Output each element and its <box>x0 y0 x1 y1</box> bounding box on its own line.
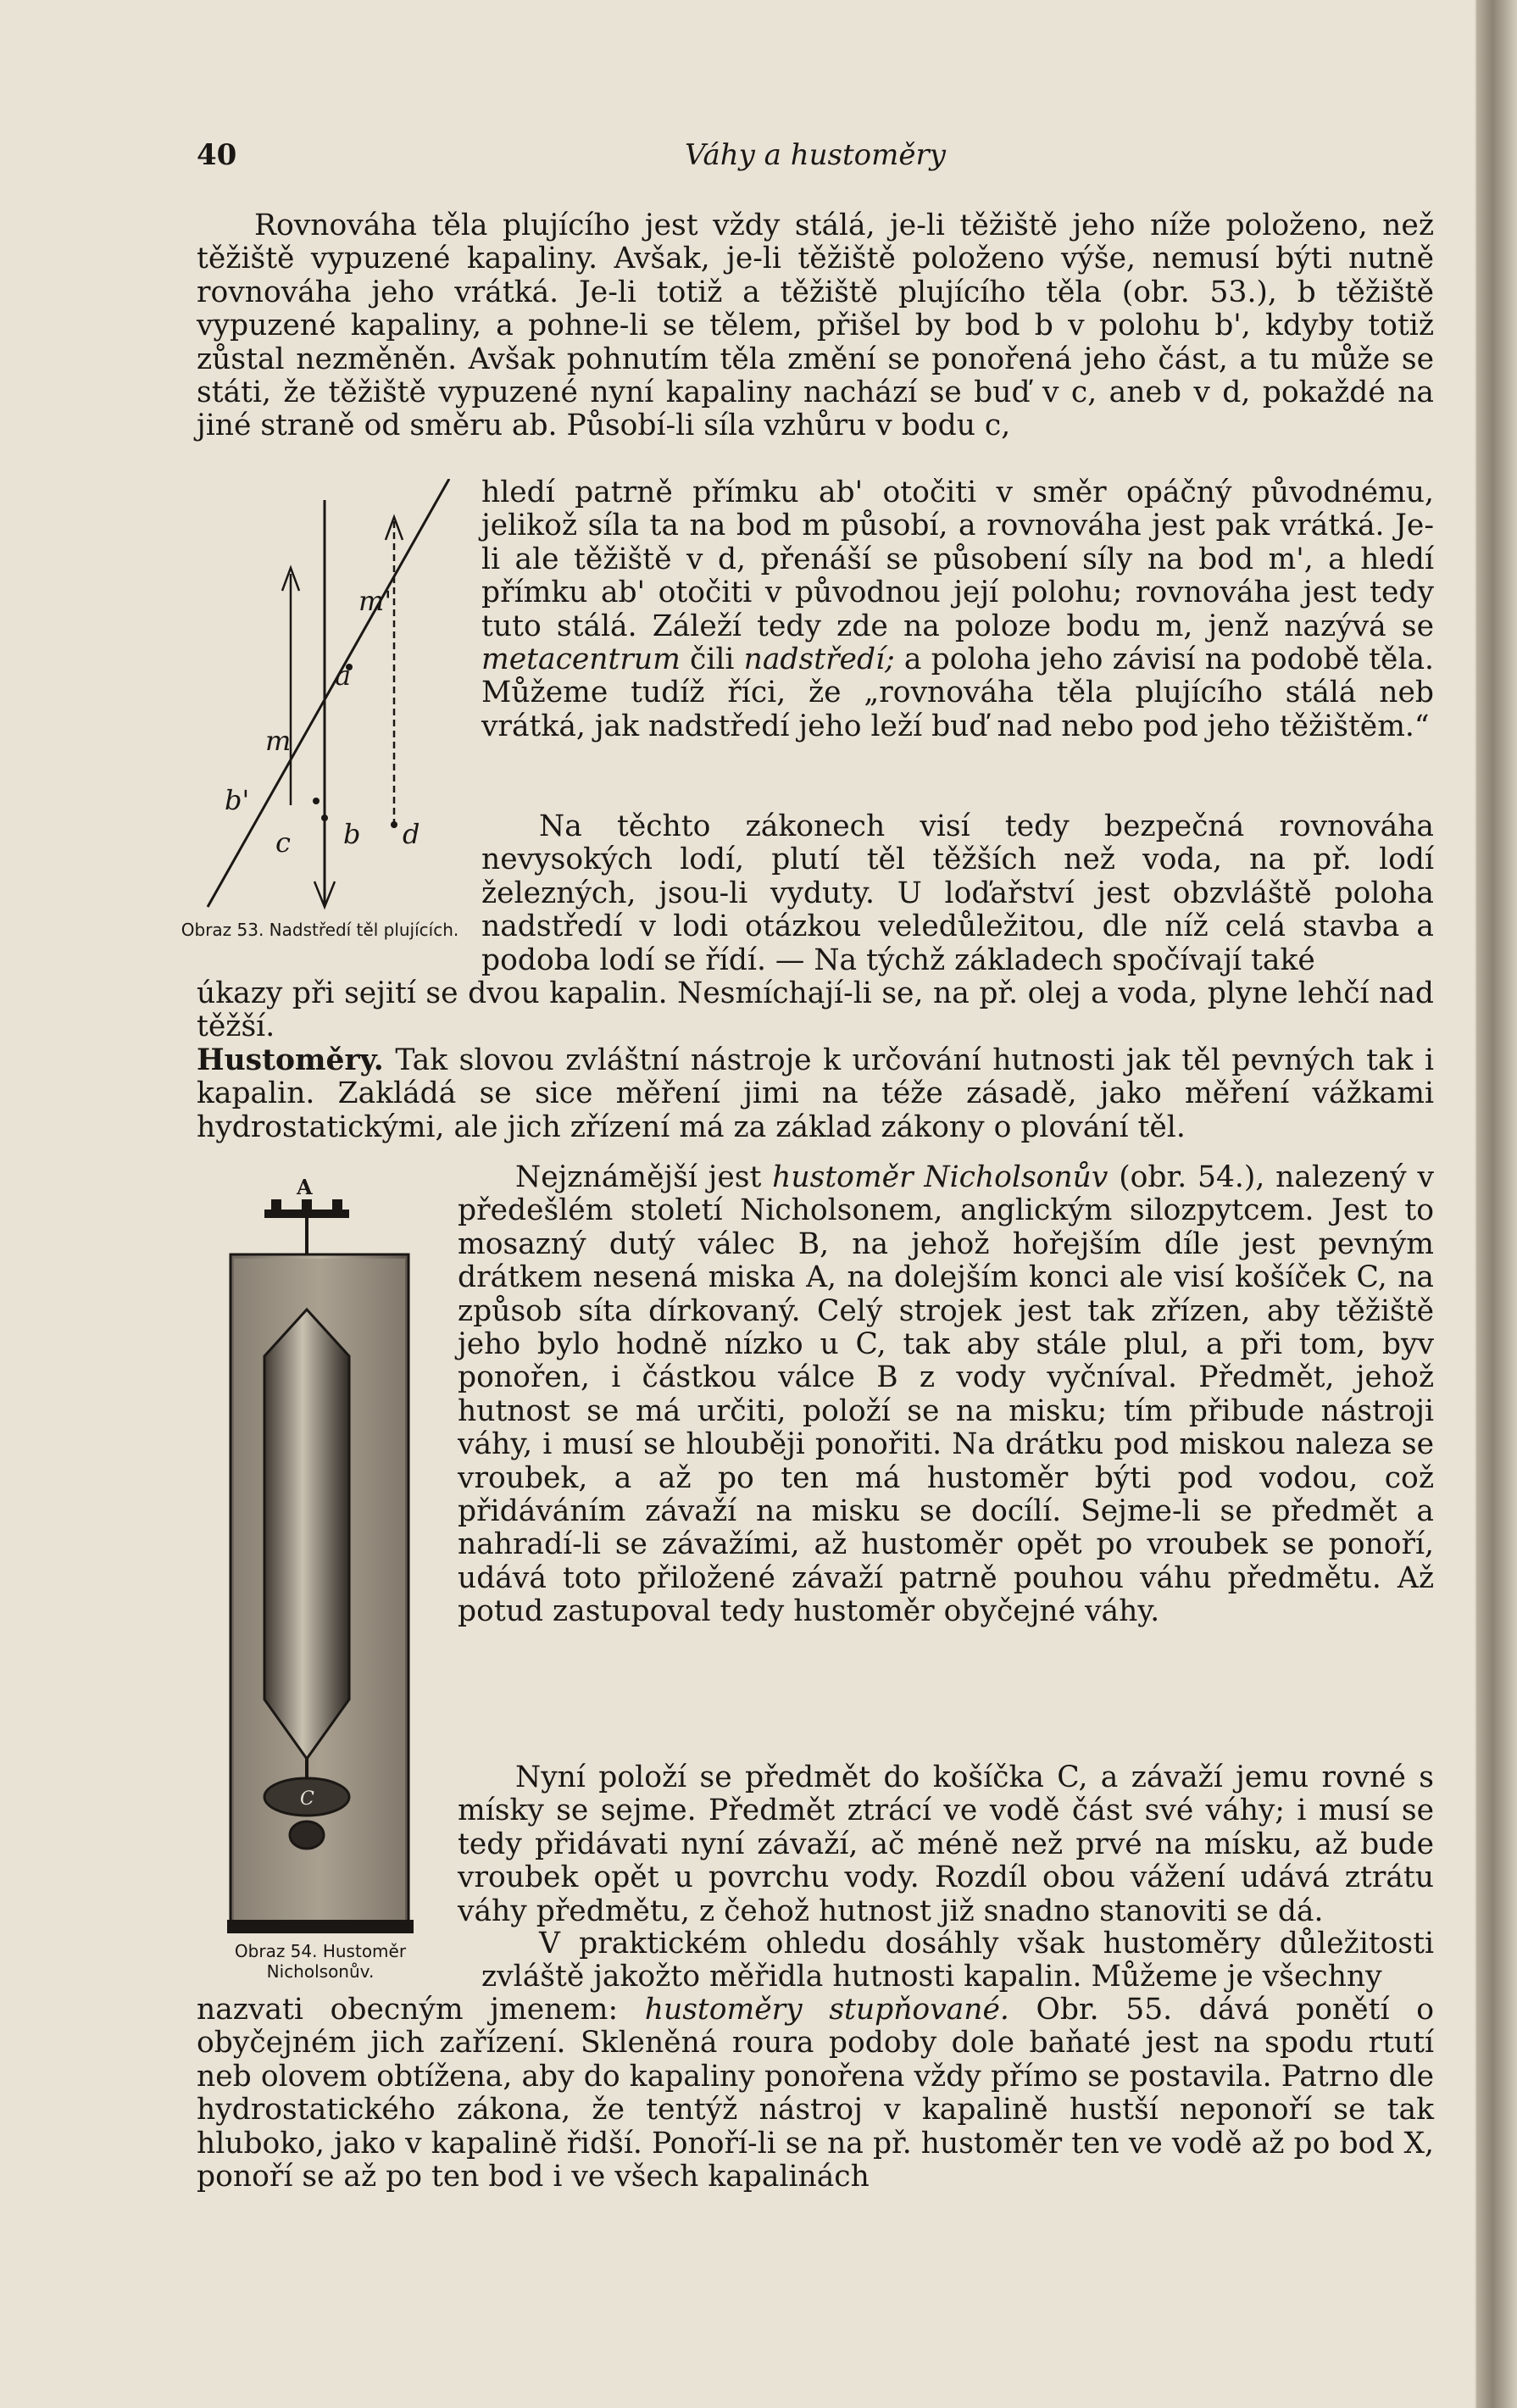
paragraph-graduated-hydrometers: nazvati obecným jmenem: hustoměry stupňované. Obr. 55. dává ponětí o obyčejném jich zařízení. Skleněná roura podoby dole baňaté jest na spodu rtutí neb olovem obtížena, aby do kapaliny ponořena vždy přímo se postavila. Patrno dle hydrostatického zákona, že tentýž nástroj v kapalině hustší neponoří se tak hluboko, jako v kapalině řidší. Ponoří-li se na př. hustoměr ten ve vodě až po bod X, ponoří se až po ten bod i ve všech kapalinách <box>197 1993 1434 2194</box>
label-a: a <box>335 659 352 692</box>
section-heading: Hustoměry. <box>197 1043 384 1077</box>
label-A: A <box>297 1175 313 1199</box>
figure-53-diagram <box>191 479 470 920</box>
label-C: C <box>300 1788 314 1810</box>
book-spine <box>1476 0 1517 2408</box>
figure-54-hydrometer <box>222 1174 438 1937</box>
label-m-prime: m' <box>358 585 392 617</box>
label-b-prime: b' <box>225 784 250 816</box>
paragraph-ships: Na těchto zákonech visí tedy bezpečná rovnováha nevysokých lodí, plutí těl těžších než voda, na př. lodí železných, jsou-li vyduty. U loďařství jest obzvláště poloha nadstředí v lodi otázkou veledůležitou, dle níž celá stavba a podoba lodí se řídí. — Na týchž základech spočívají také <box>481 809 1434 977</box>
paragraph-nicholson: Nejznámější jest hustoměr Nicholsonův (obr. 54.), nalezený v předešlém století Nicholsonem, anglickým silozpytcem. Jest to mosazný dutý válec B, na jehož hořejším díle jest pevným drátkem nesená miska A, na dolejším konci ale visí košíček C, na způsob síta dírkovaný. Celý strojek jest tak zřízen, aby těžiště jeho bylo hodně nízko u C, tak aby stále plul, a při tom, byv ponořen, i částkou válce B z vody vyčníval. Předmět, jehož hutnost se má určiti, položí se na misku; tím přibude nástroji váhy, i musí se hlouběji ponořiti. Na drátku pod miskou naleza se vroubek, a až po ten má hustoměr býti pod vodou, což přidáváním závaží na misku se docílí. Sejme-li se předmět a nahradí-li se závažími, až hustoměr opět po vroubek se ponoří, udává toto přiložené závaží patrně pouhou váhu předmětu. Až potud zastupoval tedy hustoměr obyčejné váhy. <box>458 1160 1434 1629</box>
running-title: Váhy a hustoměry <box>685 138 946 172</box>
paragraph-density-measurement: Nyní položí se předmět do košíčka C, a závaží jemu rovné s mísky se sejme. Předmět ztrácí ve vodě část své váhy; i musí se tedy přidávati nyní závaží, ač méně než prvé na mísku, až bude vroubek opět u povrchu vody. Rozdíl obou vážení udává ztrátu váhy předmětu, z čehož hutnost již snadno stanoviti se dá. <box>458 1760 1434 1928</box>
paragraph-hydrometers: Hustoměry. Tak slovou zvláštní nástroje k určování hutnosti jak těl pevných tak i kapalin. Zakládá se sice měření jimi na téže zásadě, jako měření vážkami hydrostatickými, ale jich zřízení má za základ zákony o plování těl. <box>197 1043 1434 1144</box>
label-c: c <box>275 826 291 859</box>
paragraph-graduated-wrap: V praktickém ohledu dosáhly však hustoměry důležitosti zvláště jakožto měřidla hutnosti kapalin. Můžeme je všechny <box>481 1927 1434 1994</box>
label-m: m <box>265 725 292 757</box>
figure-53-caption: Obraz 53. Nadstředí těl plujících. <box>181 920 459 940</box>
paragraph-stability: Rovnováha těla plujícího jest vždy stálá, je-li těžiště jeho níže položeno, než těžiště vypuzené kapaliny. Avšak, je-li těžiště položeno výše, nemusí býti nutně rovnováha jeho vrátká. Je-li totiž a těžiště plujícího těla (obr. 53.), b těžiště vypuzené kapaliny, a pohne-li se tělem, přišel by bod b v polohu b', kdyby totiž zůstal nezměněn. Avšak pohnutím těla změní se ponořená jeho část, a tu může se státi, že těžiště vypuzené nyní kapaliny nachází se buď v c, aneb v d, pokaždé na jiné straně od směru ab. Působí-li síla vzhůru v bodu c, <box>197 209 1434 443</box>
paragraph-metacentre: hledí patrně přímku ab' otočiti v směr opáčný původnému, jelikož síla ta na bod m působí, a rovnováha jest pak vrátká. Je-li ale těžiště v d, přenáší se působení síly na bod m', a hledí přímku ab' otočiti v původnou její polohu; rovnováha jest tedy tuto stálá. Záleží tedy zde na poloze bodu m, jenž nazývá se metacentrum čili nadstředí; a poloha jeho závisí na podobě těla. Můžeme tudíž říci, že „rovnováha těla plujícího stálá neb vrátká, jak nadstředí jeho leží buď nad nebo pod jeho těžištěm.“ <box>481 475 1435 743</box>
label-b: b <box>343 818 361 850</box>
label-d: d <box>403 818 420 850</box>
figure-54-caption: Obraz 54. Hustoměr Nicholsonův. <box>234 1941 407 1982</box>
page-number: 40 <box>197 138 237 172</box>
paragraph-liquids: úkazy při sejití se dvou kapalin. Nesmíchají-li se, na př. olej a voda, plyne lehčí nad těžší. <box>197 976 1434 1044</box>
page-header <box>197 138 1434 172</box>
